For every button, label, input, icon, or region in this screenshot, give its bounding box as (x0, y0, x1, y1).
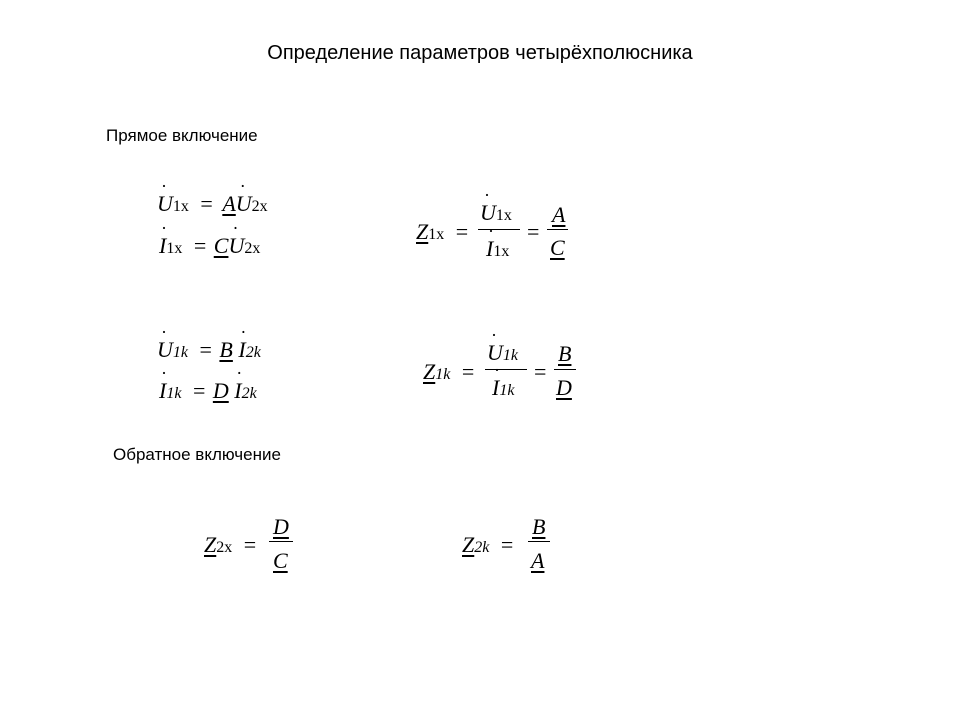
symbol-z: Z (423, 359, 436, 384)
phasor-u: U · (235, 176, 252, 216)
fraction-bar (269, 541, 293, 542)
fraction-numerator: U · 1x (480, 185, 512, 225)
fraction-bar (528, 541, 550, 542)
fraction-bar (554, 369, 576, 370)
param-a: A (222, 191, 236, 216)
fraction-bar (478, 229, 520, 230)
param-b: B (532, 514, 546, 539)
param-d: D (212, 378, 229, 403)
param-c: C (213, 233, 229, 258)
param-d: D (273, 514, 289, 539)
fraction-bar (547, 229, 568, 230)
param-a: A (531, 548, 545, 573)
phasor-u: U · (157, 322, 173, 362)
page-title: Определение параметров четырёхполюсника (267, 42, 693, 64)
phasor-u: U · (228, 218, 245, 258)
param-c: C (273, 548, 288, 573)
symbol-z: Z (204, 532, 217, 557)
symbol-z: Z (462, 532, 475, 557)
param-b: B (219, 337, 233, 362)
fraction-numerator: U · 1k (487, 325, 518, 365)
phasor-u: U · (157, 176, 173, 216)
phasor-i: I · (159, 218, 167, 258)
phasor-i: I · (238, 322, 247, 362)
equation-i1k: I · 1k = D I · 2k (159, 363, 257, 403)
equation-i1x: I · 1x = CU · 2x (159, 218, 261, 258)
equation-u1x: U · 1x = AU · 2x (157, 176, 268, 216)
fraction-bar (485, 369, 527, 370)
fraction-denominator: I · 1k (492, 360, 515, 400)
param-d: D (556, 375, 572, 400)
param-b: B (558, 341, 572, 366)
phasor-i: I · (159, 363, 167, 403)
param-c: C (550, 235, 565, 260)
symbol-z: Z (416, 219, 429, 244)
param-a: A (552, 202, 566, 227)
fraction-denominator: I · 1x (486, 221, 510, 261)
section-heading-direct: Прямое включение (106, 126, 258, 145)
equation-u1k: U · 1k = B I · 2k (157, 322, 261, 362)
phasor-i: I · (234, 363, 243, 403)
section-heading-reverse: Обратное включение (113, 445, 281, 464)
